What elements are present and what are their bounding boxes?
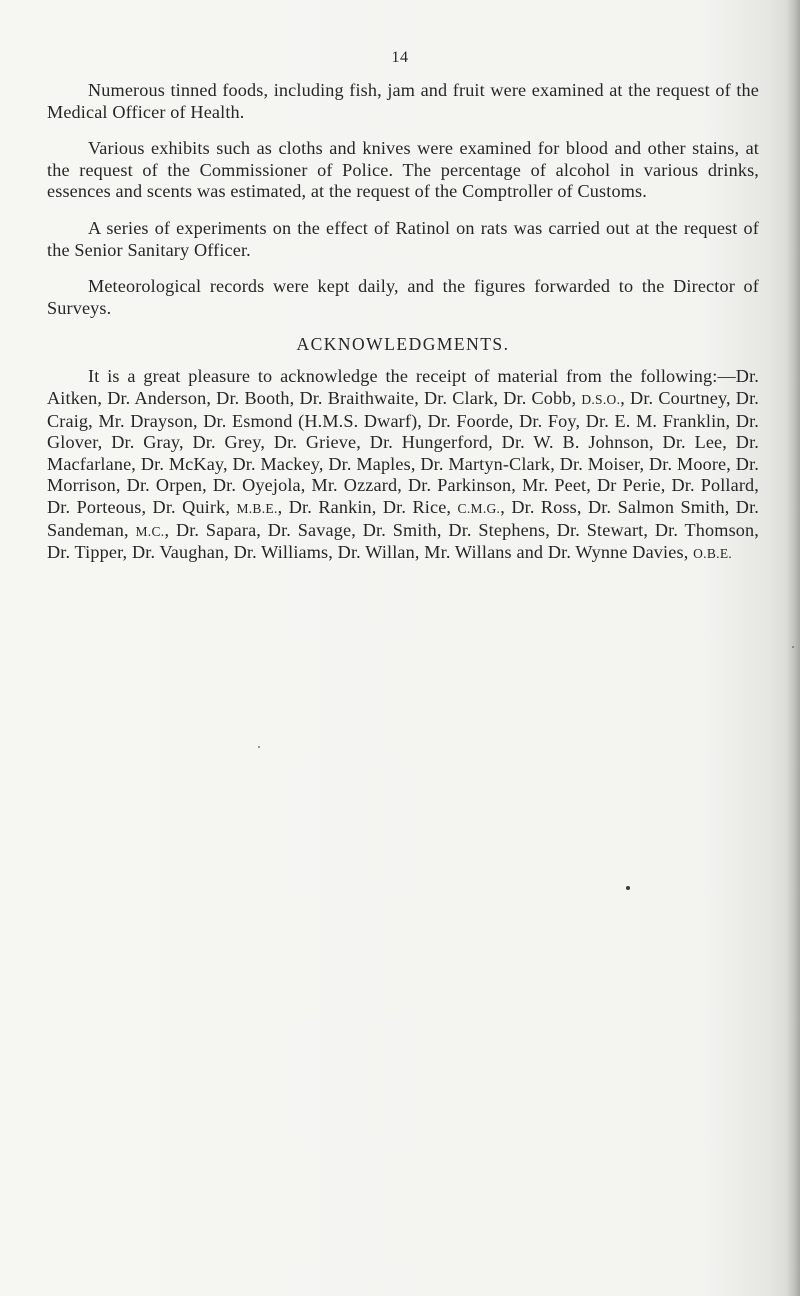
paragraph-tinned-foods: Numerous tinned foods, including fish, jam and fruit were examined at the request of the Medical Officer of Health. xyxy=(47,80,759,122)
page-body xyxy=(47,80,759,565)
ack-dso: D.S.O. xyxy=(581,391,621,407)
ack-text-5: , Dr. Sapara, Dr. Savage, Dr. Smith, Dr. Stephens, Dr. Stewart, Dr. Thomson, Dr. Tipper, Dr. Vaughan, Dr. Williams, Dr. Willan, Mr. Willans and Dr. Wynne Davies, xyxy=(47,519,759,563)
acknowledgments-paragraph xyxy=(47,366,759,564)
scan-speck xyxy=(258,746,260,748)
ack-mbe: M.B.E. xyxy=(236,500,278,516)
paragraph-exhibits: Various exhibits such as cloths and knives were examined for blood and other stains, at the request of the Commissioner of Police. The percentage of alcohol in various drinks, essences and scents was estimated, at the request of the Comptroller of Customs. xyxy=(47,138,759,202)
ack-mc: M.C. xyxy=(135,523,165,539)
acknowledgments-heading: ACKNOWLEDGMENTS. xyxy=(296,334,510,355)
page-edge-shadow xyxy=(786,0,800,1296)
paragraph-ratinol: A series of experiments on the effect of Ratinol on rats was carried out at the request of the Senior Sanitary Officer. xyxy=(47,217,759,260)
scan-speck xyxy=(792,646,794,648)
ack-text-3: , Dr. Rankin, Dr. Rice, xyxy=(277,496,458,517)
paragraph-meteorological: Meteorological records were kept daily, and the figures forwarded to the Director of Surveys. xyxy=(47,276,759,318)
ack-text-4: , Dr. Ross, Dr. Salmon Smith, Dr. Sandeman, xyxy=(47,496,759,540)
ack-cmg: C.M.G. xyxy=(457,500,501,516)
ack-text-1: It is a great pleasure to acknowledge the receipt of material from the following:—Dr. Aitken, Dr. Anderson, Dr. Booth, Dr. Braithwaite, Dr. Clark, Dr. Cobb, xyxy=(47,366,759,408)
page-number: 14 xyxy=(391,49,409,66)
ack-text-2: , Dr. Courtney, Dr. Craig, Mr. Drayson, Dr. Esmond (H.M.S. Dwarf), Dr. Foorde, Dr. Foy, Dr. E. M. Franklin, Dr. Glover, Dr. Gray, Dr. Grey, Dr. Grieve, Dr. Hungerford, Dr. W. B. Johnson, Dr. Lee, Dr. Macfarlane, Dr. McKay, Dr. Mackey, Dr. Maples, Dr. Martyn-Clark, Dr. Moiser, Dr. Moore, Dr. Morrison, Dr. Orpen, Dr. Oyejola, Mr. Ozzard, Dr. Parkinson, Mr. Peet, Dr Perie, Dr. Pollard, Dr. Porteous, Dr. Quirk, xyxy=(47,387,759,517)
scan-speck xyxy=(626,886,630,890)
ack-obe: O.B.E. xyxy=(693,546,733,562)
